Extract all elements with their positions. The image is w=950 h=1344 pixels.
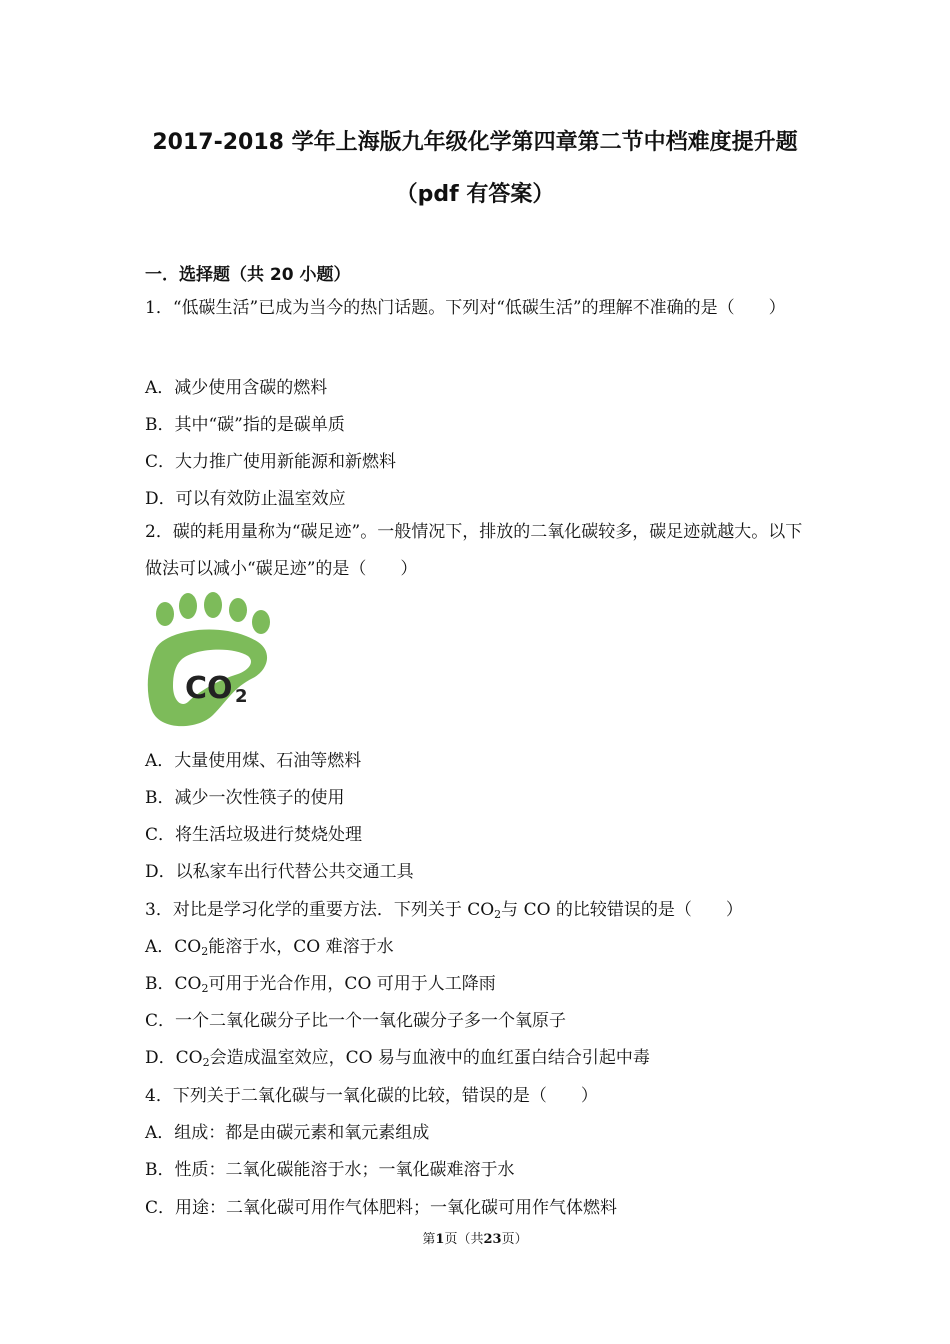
question-2-option-b: B．减少一次性筷子的使用 — [145, 788, 345, 808]
question-3-option-a: A．$CO_2$能溶于水，CO 难溶于水 — [145, 937, 394, 958]
logo-subscript-text: 2 — [235, 686, 248, 707]
question-2-stem: 2．碳的耗用量称为“碳足迹”。一般情况下，排放的二氧化碳较多，碳足迹就越大。以下做法可以减小“碳足迹”的是（ ） — [145, 522, 803, 579]
question-1-option-b: B．其中“碳”指的是碳单质 — [145, 415, 345, 435]
logo-co-text: CO — [185, 671, 233, 706]
section-heading: 一．选择题（共 20 小题） — [145, 265, 351, 285]
question-4-stem: 4．下列关于二氧化碳与一氧化碳的比较，错误的是（ ） — [145, 1086, 598, 1106]
question-1-option-a: A．减少使用含碳的燃料 — [145, 378, 328, 398]
question-1-stem: 1．“低碳生活”已成为当今的热门话题。下列对“低碳生活”的理解不准确的是（ ） — [145, 298, 786, 318]
page-footer: 第1页（共23页） — [422, 1232, 528, 1247]
question-3-option-d: D．$CO_2$会造成温室效应，CO 易与血液中的血红蛋白结合引起中毒 — [145, 1048, 650, 1069]
document-title-line1: 2017-2018 学年上海版九年级化学第四章第二节中档难度提升题 — [152, 130, 798, 155]
question-4-option-a: A．组成：都是由碳元素和氧元素组成 — [145, 1123, 430, 1143]
question-2-option-a: A．大量使用煤、石油等燃料 — [145, 751, 362, 771]
question-3-option-c: C．一个二氧化碳分子比一个一氧化碳分子多一个氧原子 — [145, 1011, 567, 1031]
question-3-stem: 3．对比是学习化学的重要方法．下列关于 $CO_2$与 CO 的比较错误的是（ ） — [145, 900, 743, 921]
question-1-option-c: C．大力推广使用新能源和新燃料 — [145, 452, 397, 472]
question-1-option-d: D．可以有效防止温室效应 — [145, 489, 346, 509]
question-3-option-b: B．$CO_2$可用于光合作用，CO 可用于人工降雨 — [145, 974, 496, 995]
co2-footprint-icon — [143, 590, 275, 730]
question-4-option-b: B．性质：二氧化碳能溶于水；一氧化碳难溶于水 — [145, 1160, 515, 1180]
document-title-line2: （pdf 有答案） — [395, 182, 555, 207]
question-2-option-c: C．将生活垃圾进行焚烧处理 — [145, 825, 363, 845]
question-2-option-d: D．以私家车出行代替公共交通工具 — [145, 862, 414, 882]
question-4-option-c: C．用途：二氧化碳可用作气体肥料；一氧化碳可用作气体燃料 — [145, 1198, 618, 1218]
